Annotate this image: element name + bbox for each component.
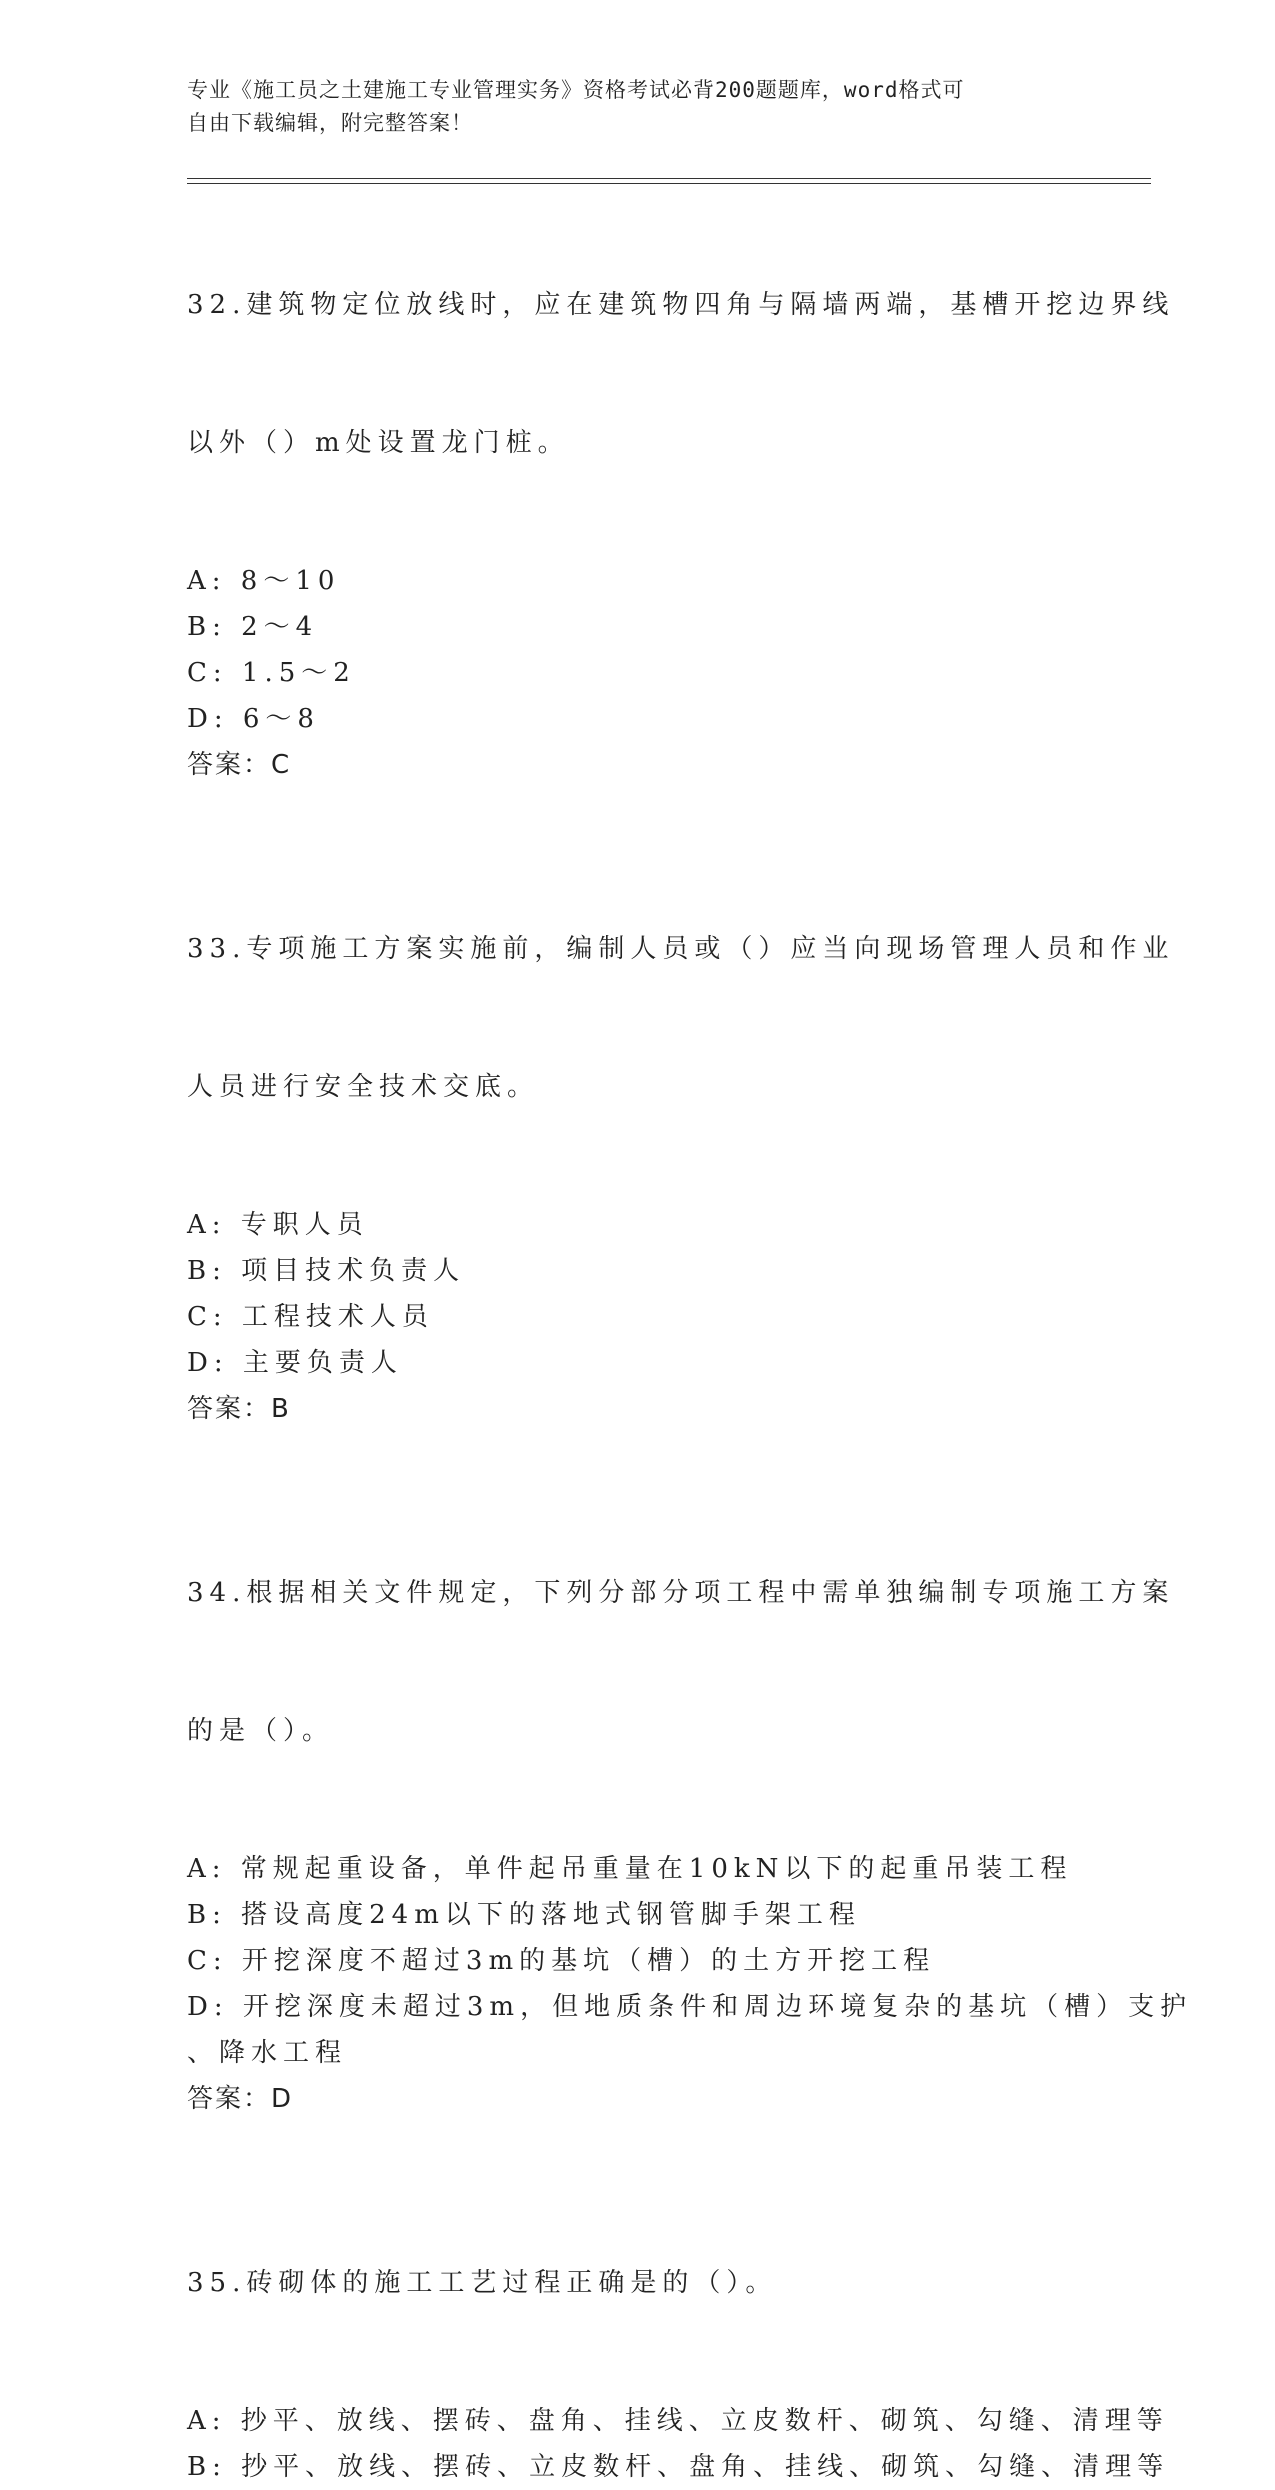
option-c: C: 1.5～2 <box>187 658 356 688</box>
question-text-line: 32.建筑物定位放线时，应在建筑物四角与隔墙两端，基槽开挖边界线 <box>187 290 1175 320</box>
question-text-line: 35.砖砌体的施工工艺过程正确是的（）。 <box>187 2268 778 2298</box>
header-line-2: 自由下载编辑，附完整答案！ <box>187 111 473 135</box>
question-text <box>187 1478 1175 1846</box>
question-text-line: 以外（）m处设置龙门桩。 <box>187 428 570 458</box>
question-text <box>187 834 1175 1202</box>
option-b: B: 抄平、放线、摆砖、立皮数杆、盘角、挂线、砌筑、勾缝、清理等 <box>187 2452 1170 2482</box>
question-text-line: 人员进行安全技术交底。 <box>187 1072 540 1102</box>
option-b: B: 2～4 <box>187 612 319 642</box>
option-d-continued: 、降水工程 <box>187 2038 348 2068</box>
question-33 <box>187 834 1175 1432</box>
option-b: B: 搭设高度24m以下的落地式钢管脚手架工程 <box>187 1900 861 1930</box>
question-32 <box>187 190 1175 788</box>
question-35 <box>187 2168 1170 2490</box>
question-text-line: 34.根据相关文件规定，下列分部分项工程中需单独编制专项施工方案 <box>187 1578 1175 1608</box>
header-divider-bottom <box>187 183 1151 184</box>
question-34 <box>187 1478 1193 2122</box>
header-line-1: 专业《施工员之土建施工专业管理实务》资格考试必背200题题库，word格式可 <box>187 78 965 102</box>
option-a: A: 专职人员 <box>187 1210 369 1240</box>
option-c: C: 工程技术人员 <box>187 1302 434 1332</box>
option-d: D: 6～8 <box>187 704 320 734</box>
answer-label: 答案：D <box>187 2084 294 2114</box>
question-list <box>187 190 1193 2490</box>
answer-label: 答案：B <box>187 1394 291 1424</box>
question-text-line: 的是（）。 <box>187 1716 335 1746</box>
document-header <box>187 74 1067 140</box>
option-a: A: 抄平、放线、摆砖、盘角、挂线、立皮数杆、砌筑、勾缝、清理等 <box>187 2406 1169 2436</box>
header-divider-top <box>187 178 1151 179</box>
answer-label: 答案：C <box>187 750 292 780</box>
option-a: A: 常规起重设备，单件起吊重量在10kN以下的起重吊装工程 <box>187 1854 1073 1884</box>
question-text <box>187 2168 1087 2398</box>
option-d: D: 开挖深度未超过3m，但地质条件和周边环境复杂的基坑（槽）支护 <box>187 1992 1193 2022</box>
question-text <box>187 190 1175 558</box>
option-a: A: 8～10 <box>187 566 341 596</box>
option-b: B: 项目技术负责人 <box>187 1256 466 1286</box>
option-d: D: 主要负责人 <box>187 1348 403 1378</box>
question-text-line: 33.专项施工方案实施前，编制人员或（）应当向现场管理人员和作业 <box>187 934 1175 964</box>
option-c: C: 开挖深度不超过3m的基坑（槽）的土方开挖工程 <box>187 1946 936 1976</box>
